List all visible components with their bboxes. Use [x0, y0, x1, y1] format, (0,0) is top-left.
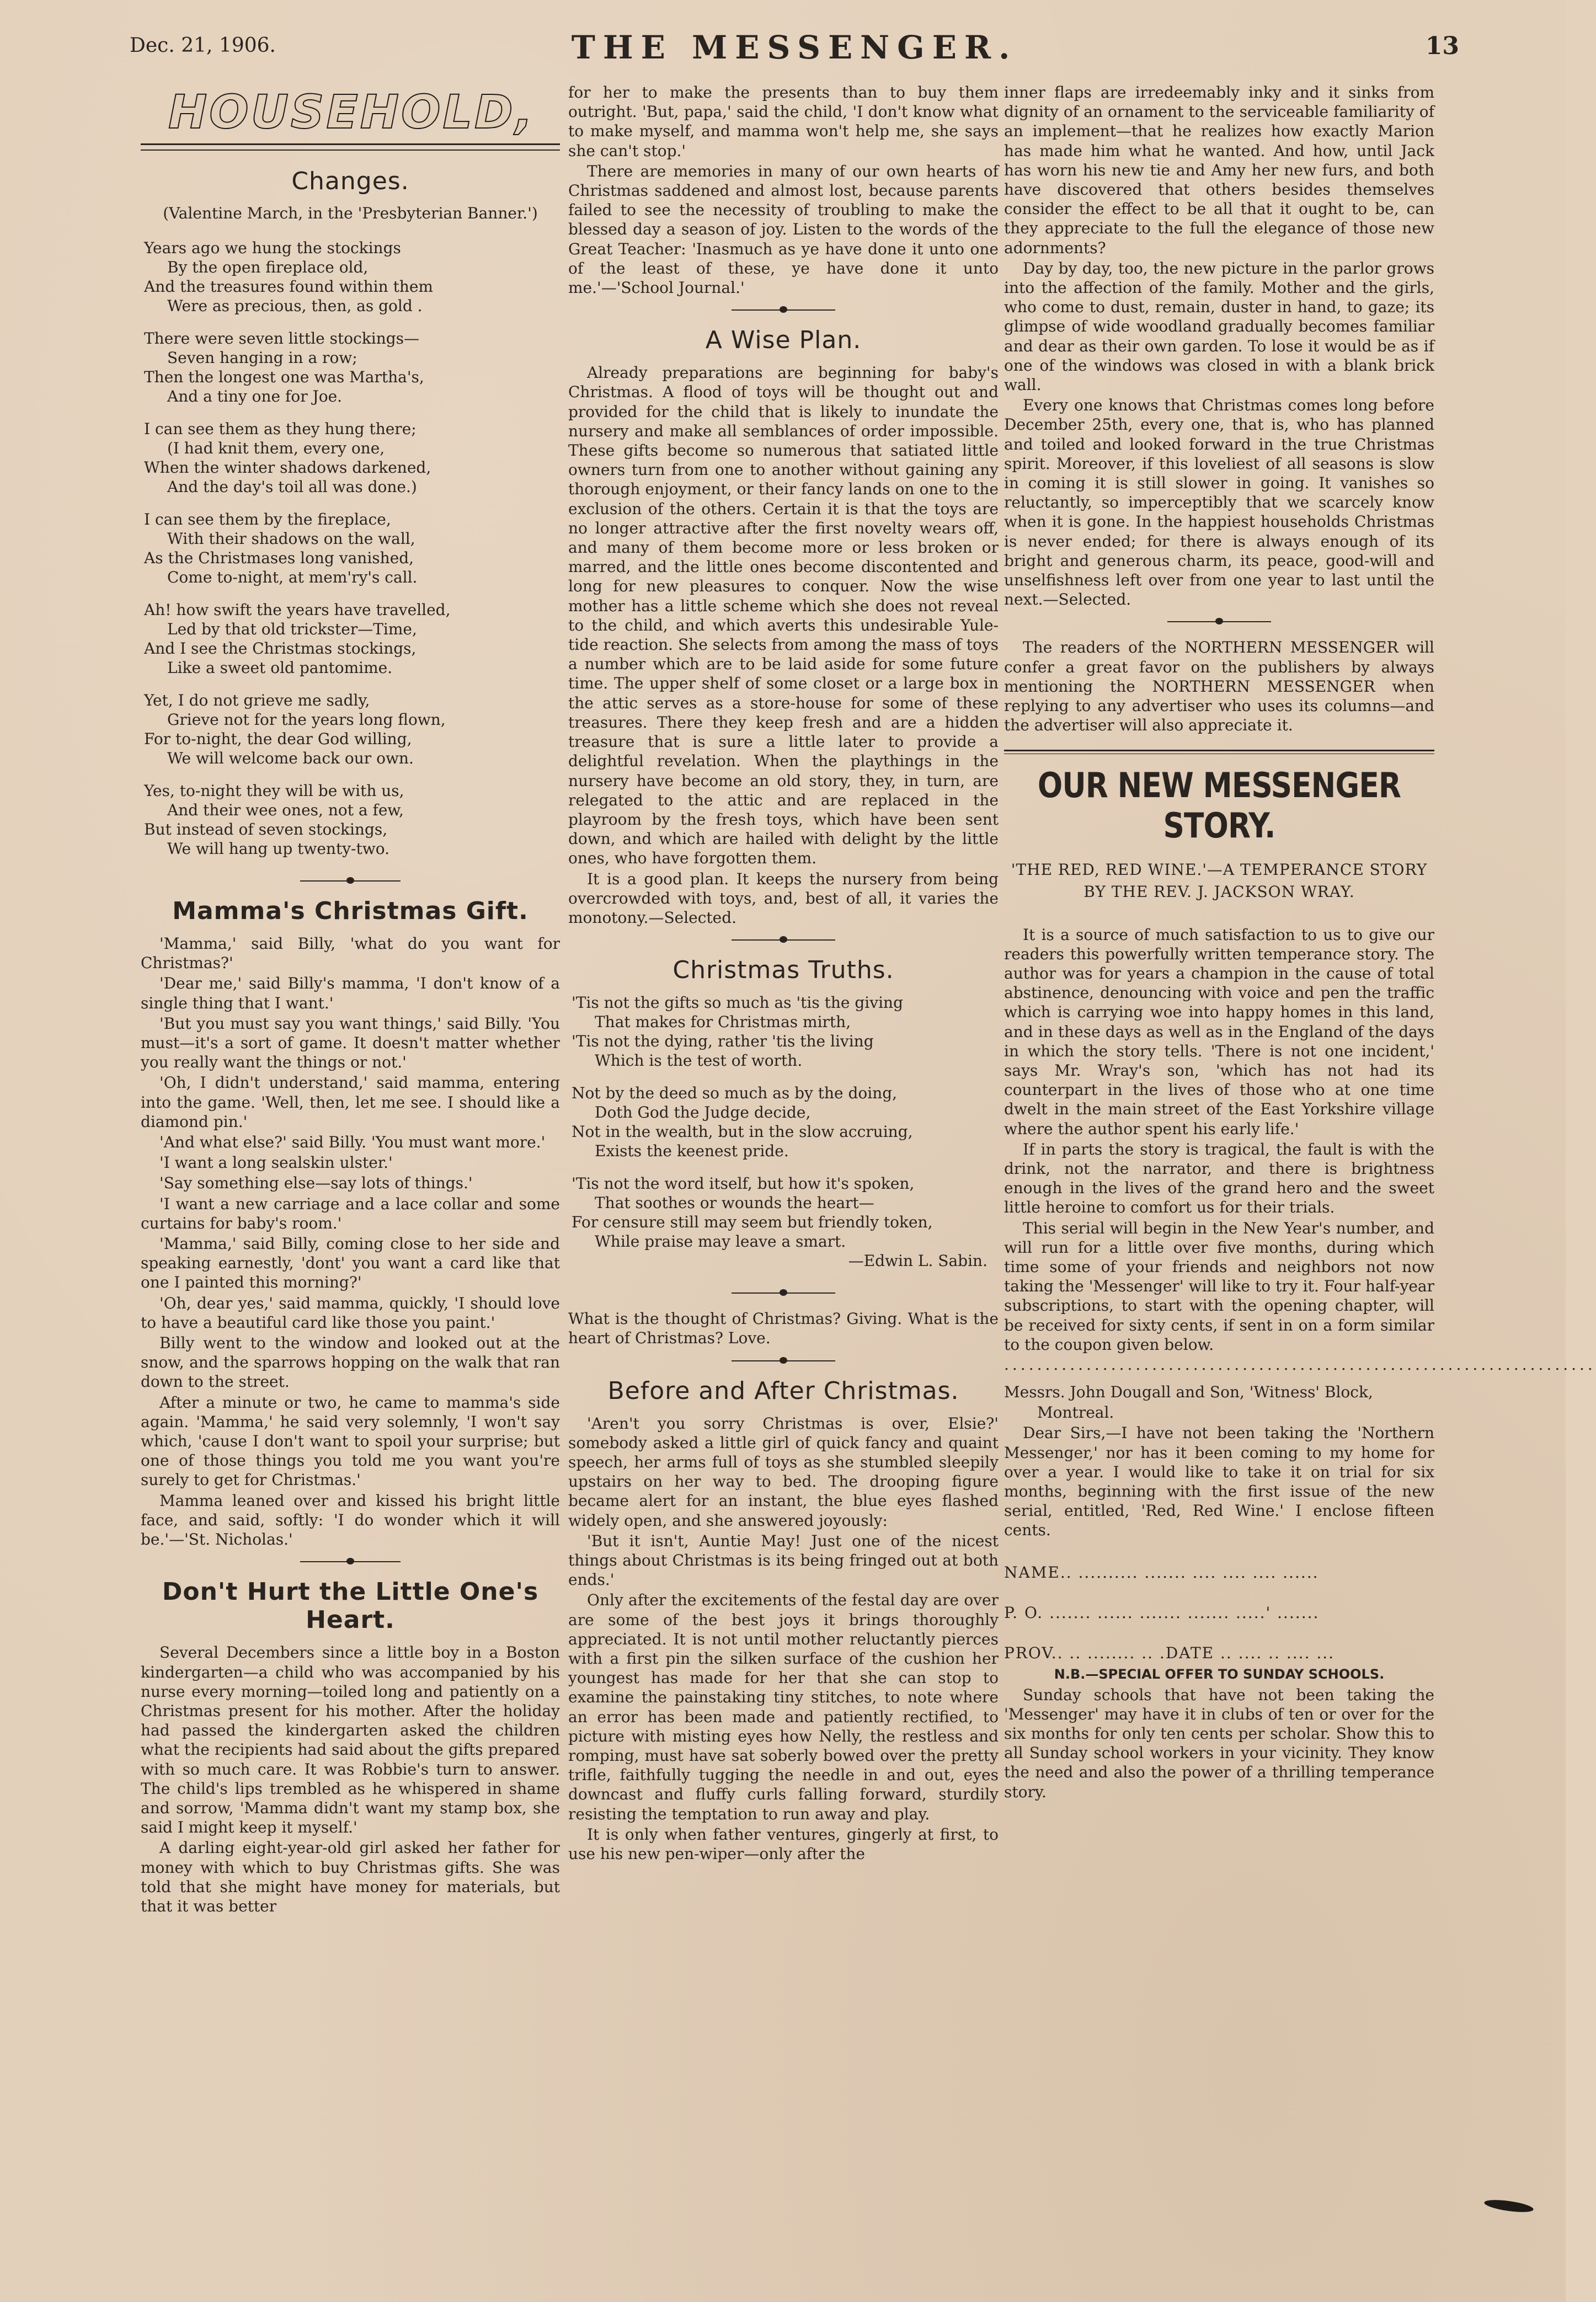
paragraph: 'Oh, I didn't understand,' said mamma, entering into the game. 'Well, then, let me see. I should like a diamond pin.' [141, 1073, 560, 1131]
paragraph: It is a source of much satisfaction to us to give our readers this powerfully written temperance story. The author was for years a champion in the cause of total abstinence, denouncing with voice and pen the traffic which is carrying woe into happy homes in this land, and in these days as well as in the England of the days in which the story tells. 'There is not one incident,' says Mr. Wray's son, 'which has not had its counterpart in the lives of those who at one time dwelt in the main street of the East Yorkshire village where the author spent his early life.' [1004, 925, 1434, 1138]
paragraph: for her to make the presents than to buy them outright. 'But, papa,' said the child, 'I don't know what to make myself, and mamma won't help me, she says she can't stop.' [568, 83, 999, 160]
poem-line: (I had knit them, every one, [167, 439, 385, 457]
poem-line: 'Tis not the dying, rather 'tis the living [572, 1032, 874, 1051]
coupon-body: Dear Sirs,—I have not been taking the 'Northern Messenger,' nor has it been coming to my home for over a year. I would like to take it on trial for six months, beginning with the first issue of the new serial, entitled, 'Red, Red Wine.' I enclose fifteen cents. [1004, 1424, 1434, 1540]
paragraph: A darling eight-year-old girl asked her father for money with which to buy Christmas gifts. She was told that she might have money for materials, but that it was better [141, 1839, 560, 1915]
poem-line: Yet, I do not grieve me sadly, [144, 691, 370, 709]
paragraph: 'But you must say you want things,' said Billy. 'You must—it's a sort of game. It doesn't matter whether you really want the things or not.' [141, 1014, 560, 1072]
mamma-gift-article [141, 934, 560, 1549]
section-rule [1004, 750, 1434, 754]
paragraph: Day by day, too, the new picture in the parlor grows into the affection of the family. Mother and the girls, who come to dust, remain, duster in hand, to gaze; its glimpse of wide woodland gradually becomes familiar and dear as their own garden. To lose it would be as if one of the windows was closed in with a blank brick wall. [1004, 259, 1434, 394]
coupon-name-field[interactable]: NAME.. .......... ....... .... .... .... ...... [1004, 1563, 1319, 1582]
paragraph: Only after the excitements of the festal day are over are some of the best joys it brings thoroughly appreciated. It is not until mother reluctantly pierces with a first pin the silken surface of the cushion her youngest has made for her that she can stop to examine the painstaking tiny stitches, to note where an error has been made and patiently rectified, to picture with misting eyes how Nelly, the restless and romping, must have sat soberly bowed over the pretty trifle, faithfully tugging the needle in and out, eyes downcast and fluffy curls falling forward, sturdily resisting the temptation to run away and play. [568, 1591, 999, 1823]
section-divider [568, 301, 999, 319]
before-after-article [568, 1414, 999, 1864]
little-ones-heart-title: Don't Hurt the Little One's Heart. [162, 1578, 539, 1635]
ink-smudge [1483, 2198, 1534, 2214]
section-divider [141, 872, 560, 890]
new-story-subtitle: 'THE RED, RED WINE.'—A TEMPERANCE STORY BY THE REV. J. JACKSON WRAY. [1011, 860, 1428, 901]
poem-stanza [568, 1174, 999, 1270]
column-1 [141, 83, 560, 1917]
poem-line: Exists the keenest pride. [595, 1142, 789, 1161]
poem-line: I can see them by the fireplace, [144, 510, 391, 528]
paragraph: It is a good plan. It keeps the nursery from being overcrowded with toys, and, best of all, it varies the monotony.—Selected. [568, 869, 999, 927]
household-masthead: HOUSEHOLD, [168, 85, 535, 139]
poem-stanza [141, 419, 560, 496]
poem-line: Then the longest one was Martha's, [144, 368, 424, 386]
column-2 [568, 83, 999, 1865]
paragraph: 'I want a new carriage and a lace collar and some curtains for baby's room.' [141, 1194, 560, 1232]
poem-line: For to-night, the dear God willing, [144, 730, 412, 748]
paragraph: Billy went to the window and looked out at the snow, and the sparrows hopping on the walk that ran down to the street. [141, 1334, 560, 1391]
poem-line: But instead of seven stockings, [144, 820, 388, 838]
poem-line: And the treasures found within them [144, 277, 433, 296]
paragraph: After a minute or two, he came to mamma's side again. 'Mamma,' he said very solemnly, 'I won't say which, 'cause I don't want to spoil your surprise; but one of those things you told me you want you're surely to get for Christmas.' [141, 1393, 560, 1489]
newspaper-title: THE MESSENGER. [571, 29, 1018, 66]
little-ones-heart-article [141, 1643, 560, 1916]
column-3 [1004, 83, 1596, 1803]
poem-line: Seven hanging in a row; [167, 349, 357, 367]
poem-line: With their shadows on the wall, [167, 530, 415, 548]
paragraph: This serial will begin in the New Year's number, and will run for a little over five months, during which time some of your friends and neighbors not now taking the 'Messenger' will like to try it. Four half-year subscriptions, to start with the opening chapter, will be received for sixty cents, if sent in on a form similar to the coupon given below. [1004, 1219, 1434, 1354]
paragraph: Every one knows that Christmas comes long before December 25th, every one, that is, who has planned and toiled and looked forward in the true Christmas spirit. Moreover, if this loveliest of all seasons is slow in coming it is still slower in going. It vanishes so reluctantly, so imperceptibly that we scarcely know when it is gone. In the happiest households Christmas is never ended; for there is always enough of its bright and generous charm, its peace, good-will and unselfishness left over from one year to last until the next.—Selected. [1004, 396, 1434, 609]
paragraph: 'But it isn't, Auntie May! Just one of the nicest things about Christmas is its being fringed out at both ends.' [568, 1531, 999, 1589]
paragraph: 'Aren't you sorry Christmas is over, Elsie?' somebody asked a little girl of quick fancy and quaint speech, her arms full of toys as she stumbled sleepily upstairs on her way to bed. The drooping figure became alert for an instant, the blue eyes flashed widely open, and she answered joyously: [568, 1414, 999, 1530]
poem-stanza [568, 993, 999, 1070]
poem-line: Grieve not for the years long flown, [167, 711, 446, 729]
coupon-po-field[interactable]: P. O. ....... ...... ....... ....... .....' ....... [1004, 1603, 1320, 1622]
poem-line: We will hang up twenty-two. [167, 840, 389, 858]
poem-line: Like a sweet old pantomime. [167, 659, 393, 677]
poem-line: Not in the wealth, but in the slow accruing, [572, 1123, 913, 1141]
advertiser-notice: The readers of the NORTHERN MESSENGER will confer a great favor on the publishers by always mentioning the NORTHERN MESSENGER when replying to any advertiser who uses its columns—and the advertiser will also appreciate it. [1004, 638, 1434, 735]
paragraph: 'Say something else—say lots of things.' [159, 1174, 473, 1193]
issue-date: Dec. 21, 1906. [130, 34, 276, 57]
christmas-thought: What is the thought of Christmas? Giving. What is the heart of Christmas? Love. [568, 1310, 999, 1348]
poem-line: I can see them as they hung there; [144, 420, 417, 438]
page-number: 13 [1425, 32, 1459, 60]
poem-line: That makes for Christmas mirth, [595, 1013, 851, 1032]
poem-line: Yes, to-night they will be with us, [144, 782, 404, 800]
poem-stanza [141, 329, 560, 406]
poem-line: There were seven little stockings— [144, 329, 420, 348]
section-divider [1004, 612, 1434, 631]
poem-stanza [141, 238, 560, 316]
poem-stanza [568, 1083, 999, 1161]
poem-line: Come to-night, at mem'ry's call. [167, 568, 418, 586]
paragraph: 'Dear me,' said Billy's mamma, 'I don't know of a single thing that I want.' [141, 974, 560, 1012]
paragraph: 'Oh, dear yes,' said mamma, quickly, 'I should love to have a beautiful card like those you paint.' [141, 1294, 560, 1332]
coupon-city: Montreal. [1037, 1403, 1114, 1422]
poem-line: And their wee ones, not a few, [167, 801, 404, 819]
paragraph: Several Decembers since a little boy in a Boston kindergarten—a child who was accompanied by his nurse every morning—toiled long and patiently on a Christmas present for his mother. After the holiday had passed the kindergarten asked the children what the recipients had said about the gifts prepared with so much care. It was Robbie's turn to answer. The child's lips trembled as he whispered in shame and sorrow, 'Mamma didn't want my stamp box, she said I might keep it myself.' [141, 1643, 560, 1837]
wise-plan-title: A Wise Plan. [705, 326, 862, 355]
poem-line: Ah! how swift the years have travelled, [144, 601, 451, 619]
mamma-gift-title: Mamma's Christmas Gift. [172, 897, 529, 925]
new-story-title: OUR NEW MESSENGER STORY. [1037, 765, 1401, 846]
poem-line: When the winter shadows darkened, [144, 458, 431, 477]
section-divider [568, 931, 999, 949]
coupon-prov-date-field[interactable]: PROV.. .. ........ .. .DATE .. .... .. .... ... [1004, 1643, 1335, 1662]
section-divider [141, 1552, 560, 1571]
poem-stanza [141, 781, 560, 858]
poem-author: —Edwin L. Sabin. [848, 1252, 988, 1270]
poem-stanza [141, 510, 560, 587]
changes-title: Changes. [291, 167, 409, 195]
special-offer-text: Sunday schools that have not been taking the 'Messenger' may have it in clubs of ten or over for the six months for only ten cents per scholar. Show this to all Sunday school workers in your vicinity. They know the need and also the power of a thrilling temperance story. [1004, 1685, 1434, 1801]
christmas-truths-title: Christmas Truths. [672, 956, 894, 985]
before-after-title: Before and After Christmas. [607, 1376, 959, 1405]
poem-line: And the day's toil all was done.) [167, 478, 417, 496]
paragraph: Mamma leaned over and kissed his bright little face, and said, softly: 'I do wonder which it will be.'—'St. Nicholas.' [141, 1491, 560, 1549]
wise-plan-article [568, 363, 999, 927]
new-story-article [1004, 925, 1434, 1354]
special-offer-title: N.B.—SPECIAL OFFER TO SUNDAY SCHOOLS. [1054, 1666, 1385, 1682]
poem-line: 'Tis not the gifts so much as 'tis the giving [572, 994, 903, 1012]
poem-line: We will welcome back our own. [167, 749, 414, 767]
section-divider [568, 1284, 999, 1302]
poem-line: Doth God the Judge decide, [595, 1103, 811, 1122]
poem-line: And a tiny one for Joe. [167, 387, 343, 405]
paragraph: 'Mamma,' said Billy, 'what do you want for Christmas?' [141, 934, 560, 973]
poem-line: That soothes or wounds the heart— [595, 1194, 874, 1213]
poem-line: For censure still may seem but friendly token, [572, 1213, 933, 1232]
coupon-dotted-line: ........................................................................ [1004, 1355, 1596, 1374]
poem-line: Which is the test of worth. [595, 1051, 803, 1070]
poem-stanza [141, 691, 560, 768]
page-header [130, 29, 1459, 67]
subscription-coupon [1004, 1355, 1596, 1662]
changes-poem [141, 238, 560, 858]
poem-line: Were as precious, then, as gold . [167, 297, 423, 315]
paragraph: If in parts the story is tragical, the fault is with the drink, not the narrator, and there is brightness enough in the lives of the grand hero and the sweet little heroine to comfort us for their trials. [1004, 1140, 1434, 1217]
paragraph: inner flaps are irredeemably inky and it sinks from dignity of an ornament to the serviceable familiarity of an implement—that he realizes how exactly Marion has made him what he wanted. And how, until Jack has worn his new tie and Amy her new furs, and both have discovered that others besides themselves consider the effect to be all that it ought to be, can they appreciate to the full the elegance of those new adornments? [1004, 83, 1434, 257]
paragraph: It is only when father ventures, gingerly at first, to use his new pen-wiper—only after the [568, 1825, 999, 1863]
poem-line: Years ago we hung the stockings [144, 239, 401, 257]
paragraph: 'Mamma,' said Billy, coming close to her side and speaking earnestly, 'dont' you want a card like that one I painted this morning?' [141, 1235, 560, 1292]
poem-line: 'Tis not the word itself, but how it's spoken, [572, 1174, 915, 1193]
masthead-rule [141, 143, 560, 151]
paragraph: There are memories in many of our own hearts of Christmas saddened and almost lost, because parents failed to see the necessity of troubling to make the blessed day a season of joy. Listen to the words of the Great Teacher: 'Inasmuch as ye have done it unto one of the least of these, ye have done it unto me.'—'School Journal.' [568, 162, 999, 297]
poem-line: Not by the deed so much as by the doing, [572, 1084, 898, 1103]
poem-stanza [141, 600, 560, 677]
christmas-truths-poem [568, 993, 999, 1270]
poem-line: Led by that old trickster—Time, [167, 620, 417, 638]
paragraph: 'I want a long sealskin ulster.' [159, 1153, 393, 1172]
changes-source: (Valentine March, in the 'Presbyterian Banner.') [163, 204, 538, 222]
section-divider [568, 1352, 999, 1370]
poem-line: And I see the Christmas stockings, [144, 639, 417, 658]
poem-line: While praise may leave a smart. [595, 1232, 846, 1251]
coupon-address: Messrs. John Dougall and Son, 'Witness' Block, [1004, 1382, 1373, 1401]
poem-line: As the Christmases long vanished, [144, 549, 414, 567]
paragraph: Already preparations are beginning for baby's Christmas. A flood of toys will be thought out and provided for the child that is likely to inundate the nursery and make all semblances of order impossible. These gifts become so numerous that satiated little owners turn from one to another without gaining any thorough enjoyment, or their fancy lands on one to the exclusion of the others. Certain it is that the toys are no longer attractive after the first novelty wears off, and many of them become more or less broken or marred, and the little ones become discontented and long for new pleasures to conquer. Now the wise mother has a little scheme which she does not reveal to the child, and which averts this undesirable Yule-tide reaction. She selects from among the mass of toys a number which are to be laid aside for some future time. The upper shelf of some closet or a large box in the attic serves as a store-house for some of these treasures. There they keep fresh and are a hidden treasure that is sure a little later to provide a delightful revelation. When the playthings in the nursery have become an old story, they, in turn, are relegated to the attic and are replaced in the playroom by the fresh toys, which have been sent down, and which are hailed with delight by the little ones, who have forgotten them. [568, 364, 999, 868]
paragraph: 'And what else?' said Billy. 'You must want more.' [159, 1133, 546, 1152]
poem-line: By the open fireplace old, [167, 258, 369, 276]
